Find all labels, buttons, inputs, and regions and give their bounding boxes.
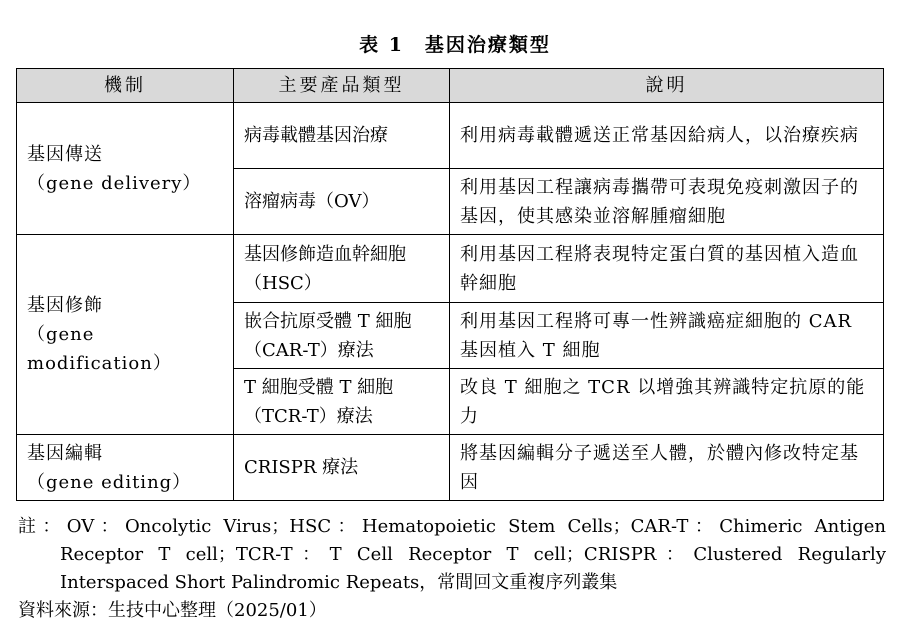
product-type-cell: T 細胞受體 T 細胞（TCR-T）療法	[234, 369, 450, 435]
table-row	[17, 103, 884, 169]
description-cell: 利用基因工程讓病毒攜帶可表現免疫刺激因子的基因，使其感染並溶解腫瘤細胞	[450, 169, 884, 235]
header-product-type: 主要產品類型	[234, 69, 450, 103]
mechanism-english: （gene editing）	[27, 471, 192, 493]
description-cell: 將基因編輯分子遞送至人體，於體內修改特定基因	[450, 435, 884, 501]
abbreviation-note: 註：OV：Oncolytic Virus；HSC：Hematopoietic Stem Cells；CAR-T：Chimeric Antigen Receptor T cell；TCR-T：T Cell Receptor T cell；CRISPR：Clustered Regularly Interspaced Short Palindromic Repeats，常間回文重複序列叢集	[18, 516, 886, 593]
product-type-cell: 基因修飾造血幹細胞（HSC）	[234, 235, 450, 303]
mechanism-english: （gene modification）	[27, 324, 172, 374]
mechanism-label: 基因傳送	[27, 143, 103, 165]
description-cell: 利用基因工程將表現特定蛋白質的基因植入造血幹細胞	[450, 235, 884, 303]
table-footnotes	[18, 513, 886, 625]
mechanism-english: （gene delivery）	[27, 172, 202, 194]
description-cell: 改良 T 細胞之 TCR 以增強其辨識特定抗原的能力	[450, 369, 884, 435]
data-source: 資料來源：生技中心整理（2025/01）	[18, 600, 327, 621]
description-cell: 利用基因工程將可專一性辨識癌症細胞的 CAR 基因植入 T 細胞	[450, 303, 884, 369]
product-type-cell: 嵌合抗原受體 T 細胞（CAR-T）療法	[234, 303, 450, 369]
product-type-cell: CRISPR 療法	[234, 435, 450, 501]
mechanism-cell	[17, 103, 234, 235]
product-type-cell: 病毒載體基因治療	[234, 103, 450, 169]
mechanism-label: 基因編輯	[27, 442, 103, 464]
description-cell: 利用病毒載體遞送正常基因給病人，以治療疾病	[450, 103, 884, 169]
table-title: 表 1 基因治療類型	[359, 34, 551, 56]
header-description: 說明	[450, 69, 884, 103]
table-row	[17, 235, 884, 303]
table-header-row	[17, 69, 884, 103]
header-mechanism: 機制	[17, 69, 234, 103]
gene-therapy-table	[16, 68, 884, 501]
product-type-cell: 溶瘤病毒（OV）	[234, 169, 450, 235]
table-row	[17, 435, 884, 501]
mechanism-label: 基因修飾	[27, 295, 103, 316]
mechanism-cell	[17, 435, 234, 501]
mechanism-cell	[17, 235, 234, 435]
